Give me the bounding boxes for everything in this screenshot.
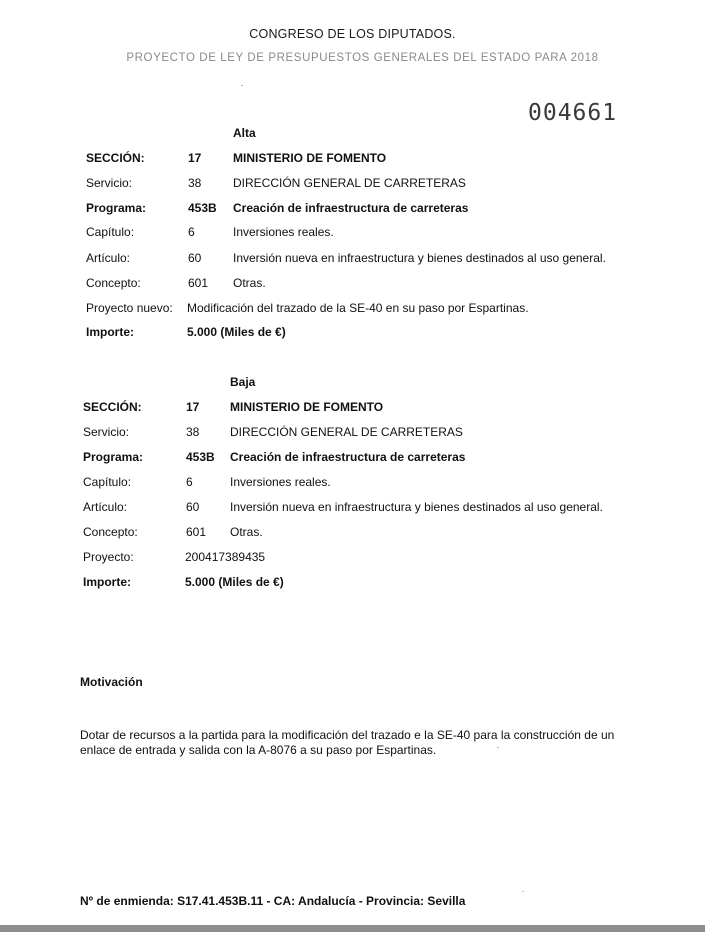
alta-proyecto-label: Proyecto nuevo:: [86, 301, 173, 315]
baja-concepto-code: 601: [186, 525, 207, 539]
baja-seccion-code: 17: [186, 400, 200, 414]
alta-servicio-desc: DIRECCIÓN GENERAL DE CARRETERAS: [233, 176, 466, 190]
baja-proyecto-value: 200417389435: [185, 550, 266, 564]
header-subtitle: PROYECTO DE LEY DE PRESUPUESTOS GENERALES DEL ESTADO PARA 2018: [126, 52, 599, 64]
baja-articulo-code: 60: [186, 500, 200, 514]
motivation-text: Dotar de recursos a la partida para la modificación del trazado e la SE-40 para la construcción de un enlace de entrada y salida con la A-8076 a su paso por Espartinas.: [80, 728, 615, 757]
alta-concepto-desc: Otras.: [233, 276, 266, 290]
alta-seccion-code: 17: [188, 151, 202, 165]
baja-importe-value: 5.000 (Miles de €): [185, 575, 284, 589]
alta-heading: Alta: [233, 126, 256, 140]
alta-concepto-code: 601: [188, 276, 209, 290]
baja-concepto-label: Concepto:: [83, 525, 138, 539]
baja-seccion-desc: MINISTERIO DE FOMENTO: [230, 400, 384, 414]
alta-capitulo-code: 6: [188, 225, 195, 239]
scan-speck: [497, 747, 499, 748]
baja-programa-label: Programa:: [83, 450, 144, 464]
alta-articulo-code: 60: [188, 251, 202, 265]
scan-speck: [241, 85, 243, 86]
alta-proyecto-value: Modificación del trazado de la SE-40 en su paso por Espartinas.: [187, 301, 529, 315]
header-title: CONGRESO DE LOS DIPUTADOS.: [249, 27, 456, 41]
baja-programa-desc: Creación de infraestructura de carreteras: [230, 450, 466, 464]
document-number: 004661: [528, 100, 618, 126]
scan-bottom-edge: [0, 925, 705, 932]
alta-programa-label: Programa:: [86, 201, 147, 215]
alta-seccion-desc: MINISTERIO DE FOMENTO: [233, 151, 387, 165]
alta-importe-label: Importe:: [86, 325, 134, 339]
alta-importe-value: 5.000 (Miles de €): [187, 325, 286, 339]
baja-seccion-label: SECCIÓN:: [83, 400, 142, 414]
baja-concepto-desc: Otras.: [230, 525, 263, 539]
baja-programa-code: 453B: [186, 450, 215, 464]
baja-importe-label: Importe:: [83, 575, 131, 589]
baja-servicio-label: Servicio:: [83, 425, 130, 439]
baja-capitulo-label: Capítulo:: [83, 475, 132, 489]
alta-capitulo-label: Capítulo:: [86, 225, 135, 239]
baja-heading: Baja: [230, 375, 256, 389]
amendment-footer: Nº de enmienda: S17.41.453B.11 - CA: Andalucía - Provincia: Sevilla: [80, 894, 466, 908]
alta-articulo-label: Artículo:: [86, 251, 131, 265]
alta-seccion-label: SECCIÓN:: [86, 151, 145, 165]
baja-articulo-label: Artículo:: [83, 500, 128, 514]
alta-capitulo-desc: Inversiones reales.: [233, 225, 334, 239]
alta-servicio-code: 38: [188, 176, 202, 190]
alta-concepto-label: Concepto:: [86, 276, 141, 290]
baja-servicio-code: 38: [186, 425, 200, 439]
baja-proyecto-label: Proyecto:: [83, 550, 134, 564]
baja-capitulo-desc: Inversiones reales.: [230, 475, 331, 489]
alta-programa-code: 453B: [188, 201, 217, 215]
baja-servicio-desc: DIRECCIÓN GENERAL DE CARRETERAS: [230, 425, 463, 439]
motivation-heading: Motivación: [80, 675, 143, 689]
baja-capitulo-code: 6: [186, 475, 193, 489]
scan-speck: [522, 891, 524, 892]
alta-servicio-label: Servicio:: [86, 176, 133, 190]
alta-programa-desc: Creación de infraestructura de carreteras: [233, 201, 469, 215]
alta-articulo-desc: Inversión nueva en infraestructura y bienes destinados al uso general.: [233, 251, 606, 265]
baja-articulo-desc: Inversión nueva en infraestructura y bienes destinados al uso general.: [230, 500, 603, 514]
